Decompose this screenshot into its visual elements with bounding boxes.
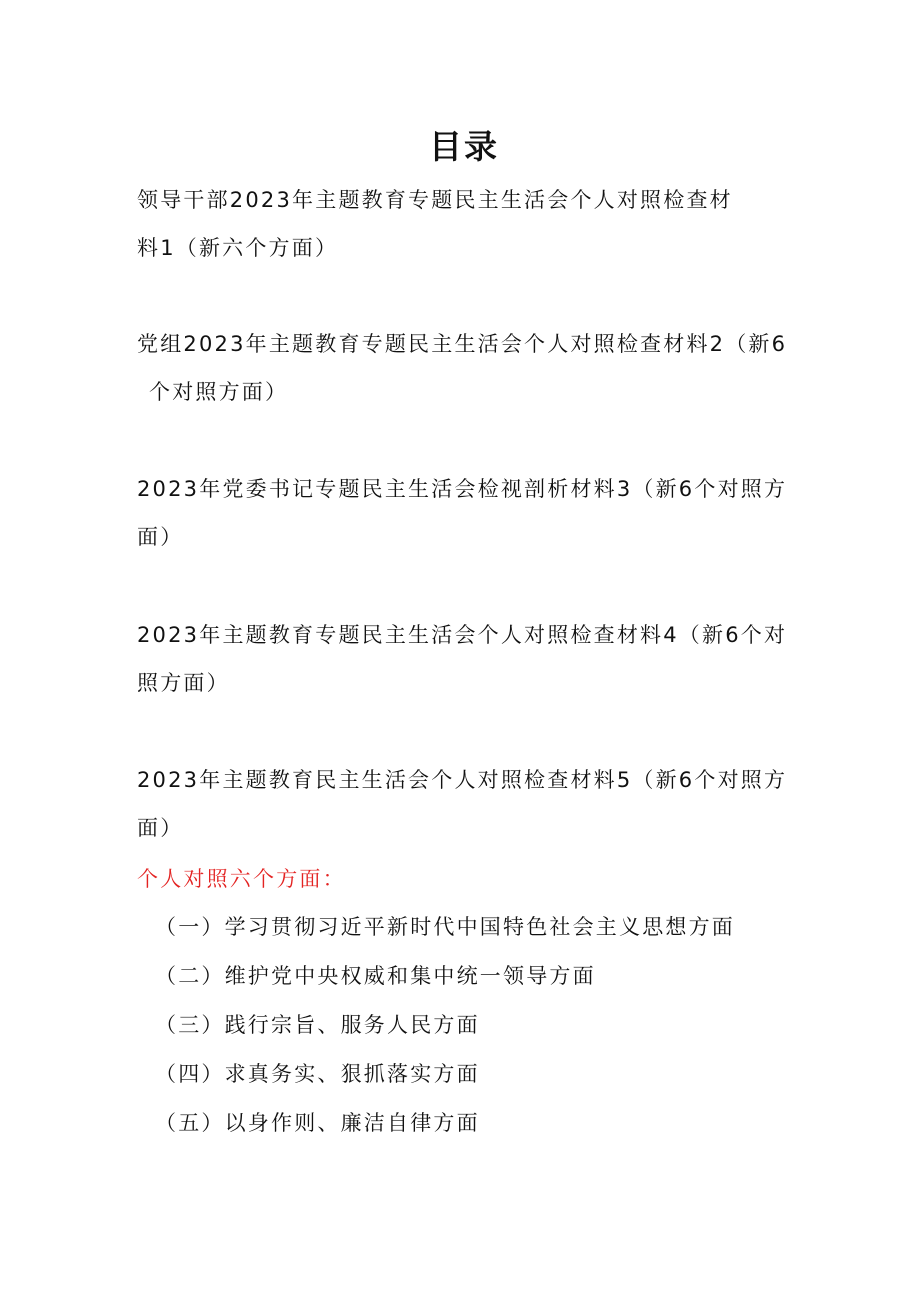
toc-item-5-line-1: 2023年主题教育民主生活会个人对照检查材料5（新6个对照方: [137, 768, 788, 792]
toc-item-5: [137, 756, 792, 852]
toc-item-2: [137, 320, 792, 416]
aspect-item-4: （四）求真务实、狠抓落实方面: [155, 1062, 480, 1086]
page-title: 目录: [429, 127, 499, 166]
toc-item-1-line-1: 领导干部2023年主题教育专题民主生活会个人对照检查材: [137, 188, 733, 212]
aspect-item-5: （五）以身作则、廉洁自律方面: [155, 1111, 480, 1135]
toc-item-2-line-2: 个对照方面）: [149, 380, 289, 404]
aspects-heading: 个人对照六个方面：: [137, 867, 346, 891]
toc-item-5-line-2: 面）: [137, 816, 184, 840]
toc-item-1: [137, 176, 792, 272]
aspect-item-3: （三）践行宗旨、服务人民方面: [155, 1013, 480, 1037]
aspect-item-2: （二）维护党中央权威和集中统一领导方面: [155, 964, 596, 988]
toc-item-4-line-1: 2023年主题教育专题民主生活会个人对照检查材料4（新6个对: [137, 623, 788, 647]
toc-item-3: [137, 465, 792, 561]
toc-item-4: [137, 611, 792, 707]
aspect-item-1: （一）学习贯彻习近平新时代中国特色社会主义思想方面: [155, 915, 735, 939]
toc-item-1-line-2: 料1（新六个方面）: [137, 236, 339, 260]
toc-item-3-line-1: 2023年党委书记专题民主生活会检视剖析材料3（新6个对照方: [137, 477, 788, 501]
toc-item-3-line-2: 面）: [137, 525, 184, 549]
toc-item-2-line-1: 党组2023年主题教育专题民主生活会个人对照检查材料2（新6: [137, 332, 788, 356]
toc-item-4-line-2: 照方面）: [137, 671, 230, 695]
